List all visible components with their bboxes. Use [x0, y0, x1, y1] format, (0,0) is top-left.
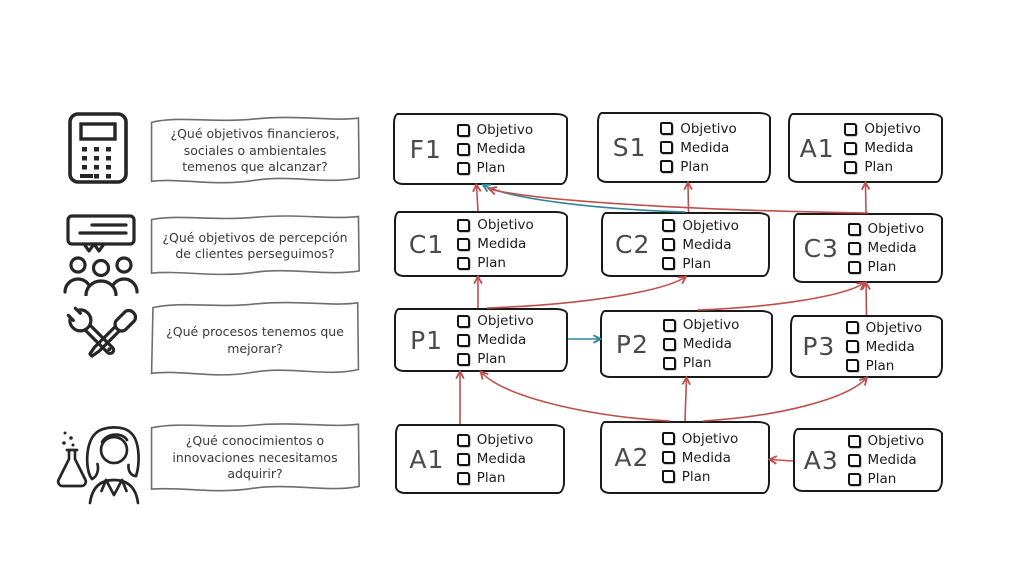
checkbox-icon — [663, 357, 676, 370]
checklist-item-label: Medida — [865, 338, 915, 355]
checklist-item-label: Objetivo — [867, 221, 925, 237]
strategy-box-A3 — [793, 428, 943, 492]
checklist-item — [457, 255, 562, 271]
checklist-item — [663, 336, 767, 352]
checkbox-icon — [848, 242, 861, 255]
checklist-item-label: Objetivo — [680, 120, 737, 137]
checklist-item — [457, 122, 562, 138]
checklist-item-label: Plan — [476, 470, 506, 486]
checklist-item — [457, 351, 562, 367]
checkbox-icon — [844, 123, 857, 136]
checklist-item — [662, 218, 764, 234]
checklist-item-label: Objetivo — [477, 313, 534, 329]
checkbox-icon — [662, 257, 675, 270]
checklist — [848, 433, 941, 487]
arrow-C1-to-F1 — [477, 185, 479, 211]
box-label: F1 — [409, 134, 442, 164]
checklist-item-label: Medida — [477, 236, 527, 252]
checkbox-icon — [457, 238, 470, 251]
box-label: A1 — [409, 444, 445, 474]
checklist-item-label: Objetivo — [682, 317, 740, 333]
box-label: P3 — [802, 332, 836, 361]
checkbox-icon — [457, 162, 470, 175]
checkbox-icon — [662, 451, 675, 464]
box-label: C1 — [408, 229, 445, 259]
checklist — [848, 221, 941, 275]
checklist — [457, 313, 566, 367]
strategy-box-P1 — [394, 308, 568, 372]
checklist — [660, 121, 769, 175]
checklist — [457, 217, 566, 271]
checklist-item-label: Plan — [682, 355, 712, 371]
scientist-flask-icon — [50, 419, 154, 505]
checkbox-icon — [844, 142, 857, 155]
checkbox-icon — [846, 340, 859, 353]
checkbox-icon — [457, 472, 470, 485]
checkbox-icon — [844, 161, 857, 174]
checklist-item — [457, 470, 559, 486]
arrow-A3-to-A2 — [770, 460, 793, 462]
checklist-item — [663, 355, 767, 371]
checklist-item — [846, 358, 937, 374]
box-label: C2 — [615, 230, 651, 259]
checklist-item-label: Medida — [681, 449, 731, 466]
checklist-item-label: Plan — [864, 159, 894, 175]
checklist-item — [660, 159, 765, 175]
arrow-A2-to-P2 — [685, 378, 687, 421]
checkbox-icon — [846, 321, 859, 334]
checklist-item — [457, 236, 562, 252]
checkbox-icon — [662, 238, 675, 251]
checkbox-icon — [457, 257, 470, 270]
checkbox-icon — [848, 473, 861, 486]
checkbox-icon — [663, 338, 676, 351]
checklist-item-label: Plan — [476, 160, 506, 176]
box-label: P2 — [615, 329, 649, 359]
checkbox-icon — [848, 261, 861, 274]
checkbox-icon — [848, 435, 861, 448]
checklist-item-label: Medida — [476, 451, 526, 467]
checklist-item — [457, 332, 562, 348]
checklist-item — [663, 317, 767, 333]
checkbox-icon — [457, 315, 470, 328]
checklist-item — [662, 256, 764, 272]
checklist-item-label: Plan — [867, 471, 897, 487]
strategy-box-A1-bottom — [395, 424, 565, 494]
arrow-P3-to-C3 — [866, 283, 867, 315]
arrow-C2-to-F1 — [484, 185, 686, 212]
checkbox-icon — [662, 470, 675, 483]
checklist-item — [457, 141, 562, 157]
checklist-item-label: Plan — [865, 357, 895, 374]
strategy-box-A1-top — [788, 113, 943, 183]
arrow-C3-to-F1 — [490, 189, 869, 213]
checklist-item — [662, 237, 764, 253]
arrow-A2-to-P3 — [703, 378, 867, 421]
checklist-item — [662, 431, 764, 447]
box-label: A2 — [614, 443, 650, 472]
box-label: A1 — [799, 133, 835, 163]
checklist-item-label: Objetivo — [477, 217, 534, 233]
checklist — [457, 122, 566, 176]
checklist-item-label: Medida — [682, 336, 732, 352]
question-banner-financial — [148, 112, 362, 190]
question-banner-learning — [148, 418, 362, 498]
checklist-item-label: Plan — [682, 255, 712, 272]
arrow-C2-to-S1 — [688, 183, 689, 212]
box-label: A3 — [803, 445, 839, 475]
calculator-icon — [66, 111, 130, 186]
arrow-P1-to-C2 — [487, 277, 686, 308]
box-label: P1 — [410, 325, 444, 355]
box-label: C3 — [803, 233, 839, 263]
checklist — [457, 432, 563, 486]
checkbox-icon — [457, 434, 470, 447]
arrow-A2-to-P1 — [481, 372, 670, 421]
checkbox-icon — [848, 223, 861, 236]
checklist-item — [848, 471, 937, 487]
checkbox-icon — [660, 122, 673, 135]
checklist — [662, 431, 768, 485]
checkbox-icon — [662, 432, 675, 445]
checklist-item — [844, 140, 937, 156]
checklist-item — [457, 432, 559, 448]
checklist — [846, 320, 941, 374]
checklist — [844, 121, 941, 175]
strategy-box-C2 — [601, 212, 770, 277]
checkbox-icon — [457, 353, 470, 366]
checkbox-icon — [660, 160, 673, 173]
checklist-item-label: Plan — [681, 468, 711, 485]
checklist-item-label: Plan — [680, 158, 709, 175]
strategy-box-P3 — [790, 315, 943, 378]
checklist-item-label: Objetivo — [682, 217, 739, 234]
arrow-P2-to-C3 — [698, 283, 865, 310]
checklist-item — [844, 121, 937, 137]
checklist-item-label: Objetivo — [864, 121, 921, 137]
checklist-item — [848, 259, 937, 275]
crossed-tools-icon — [57, 297, 149, 389]
checklist-item — [660, 140, 765, 156]
checklist-item — [457, 217, 562, 233]
strategy-box-S1 — [597, 112, 771, 183]
presentation-audience-icon — [60, 212, 142, 296]
checklist-item-label: Objetivo — [681, 430, 739, 447]
checklist-item — [846, 339, 937, 355]
checklist-item — [846, 320, 937, 336]
checklist-item — [457, 160, 562, 176]
checklist-item-label: Medida — [864, 140, 914, 156]
checklist-item-label: Medida — [867, 452, 917, 468]
checklist-item — [660, 121, 765, 137]
checklist-item-label: Objetivo — [476, 122, 534, 138]
strategy-box-A2 — [600, 421, 770, 494]
checklist-item — [848, 221, 937, 237]
checklist-item — [662, 469, 764, 485]
strategy-box-P2 — [600, 310, 773, 378]
checkbox-icon — [846, 359, 859, 372]
checklist-item-label: Medida — [476, 141, 526, 157]
checklist — [663, 317, 771, 371]
strategy-box-C1 — [394, 211, 568, 277]
question-text: ¿Qué objetivos financieros, sociales o ambientales temenos que alcanzar? — [170, 126, 340, 175]
checklist-item — [662, 450, 764, 466]
checklist-item-label: Objetivo — [476, 432, 534, 448]
checklist-item-label: Medida — [680, 139, 730, 156]
question-text: ¿Qué objetivos de percepción de clientes perseguimos? — [162, 229, 348, 261]
checkbox-icon — [662, 219, 675, 232]
checklist-item-label: Plan — [867, 259, 897, 275]
checkbox-icon — [457, 143, 470, 156]
checkbox-icon — [848, 454, 861, 467]
checklist-item — [848, 433, 937, 449]
question-banner-customer — [148, 212, 362, 280]
checklist-item — [844, 159, 937, 175]
arrow-C3-to-A1t — [866, 183, 867, 213]
checklist-item-label: Objetivo — [867, 433, 925, 449]
question-text: ¿Qué procesos tenemos que mejorar? — [166, 324, 344, 356]
checkbox-icon — [663, 319, 676, 332]
question-banner-process — [148, 297, 362, 384]
strategy-box-F1 — [393, 113, 568, 185]
checklist-item-label: Plan — [477, 351, 506, 367]
checklist-item-label: Medida — [477, 332, 527, 348]
checkbox-icon — [457, 453, 470, 466]
checklist-item — [457, 313, 562, 329]
checkbox-icon — [457, 334, 470, 347]
checklist-item-label: Medida — [867, 240, 917, 256]
checklist-item — [457, 451, 559, 467]
checklist-item — [848, 240, 937, 256]
checkbox-icon — [457, 124, 470, 137]
box-label: S1 — [612, 133, 647, 162]
checkbox-icon — [457, 219, 470, 232]
strategy-box-C3 — [793, 213, 943, 283]
checkbox-icon — [660, 141, 673, 154]
checklist — [662, 218, 768, 272]
question-text: ¿Qué conocimientos o innovaciones necesitamos adquirir? — [172, 433, 338, 482]
checklist-item-label: Objetivo — [865, 319, 923, 336]
checklist-item-label: Medida — [682, 236, 732, 253]
checklist-item — [848, 452, 937, 468]
checklist-item-label: Plan — [477, 255, 506, 271]
